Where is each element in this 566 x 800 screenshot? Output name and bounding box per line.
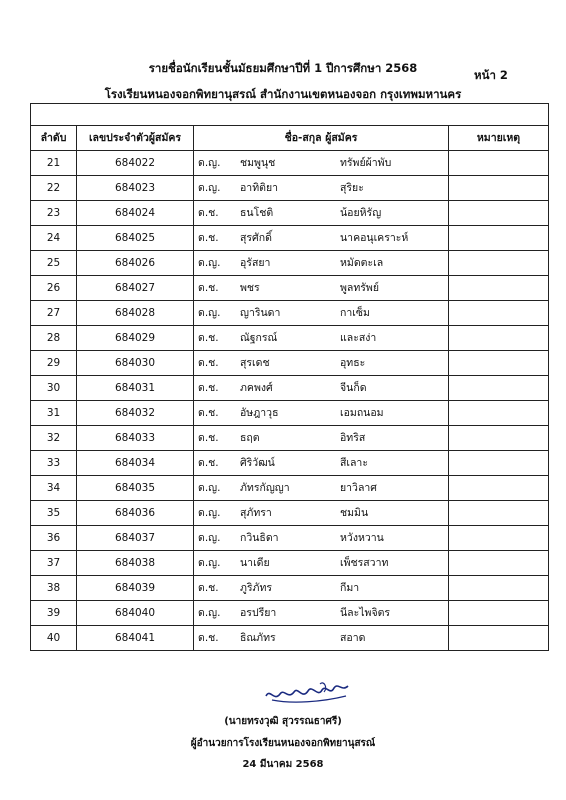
cell-id: 684026 bbox=[77, 251, 194, 276]
table-row bbox=[31, 551, 549, 576]
cell-no: 31 bbox=[31, 401, 77, 426]
last-name: จีนก็ด bbox=[340, 382, 367, 394]
name-prefix: ด.ช. bbox=[198, 582, 219, 594]
name-prefix: ด.ญ. bbox=[198, 507, 221, 519]
last-name: ชมมิน bbox=[340, 507, 369, 519]
last-name: ทรัพย์ผ้าพับ bbox=[340, 157, 392, 169]
name-prefix: ด.ญ. bbox=[198, 557, 221, 569]
name-prefix: ด.ช. bbox=[198, 207, 219, 219]
first-name: อาทิติยา bbox=[240, 182, 278, 194]
cell-id: 684034 bbox=[77, 451, 194, 476]
col-header-id: เลขประจำตัวผู้สมัคร bbox=[77, 126, 194, 151]
cell-note bbox=[449, 426, 549, 451]
cell-name bbox=[194, 601, 449, 626]
name-prefix: ด.ช. bbox=[198, 407, 219, 419]
cell-name bbox=[194, 326, 449, 351]
table-row bbox=[31, 476, 549, 501]
name-prefix: ด.ช. bbox=[198, 282, 219, 294]
name-prefix: ด.ช. bbox=[198, 457, 219, 469]
name-prefix: ด.ญ. bbox=[198, 182, 221, 194]
cell-name bbox=[194, 226, 449, 251]
first-name: ญารินดา bbox=[240, 307, 281, 319]
cell-no: 33 bbox=[31, 451, 77, 476]
cell-no: 25 bbox=[31, 251, 77, 276]
signer-name: (นายทรงวุฒิ สุวรรณธาศรี) bbox=[224, 716, 342, 727]
cell-note bbox=[449, 451, 549, 476]
cell-note bbox=[449, 226, 549, 251]
cell-note bbox=[449, 251, 549, 276]
cell-no: 24 bbox=[31, 226, 77, 251]
first-name: อุรัสยา bbox=[240, 257, 271, 269]
cell-id: 684027 bbox=[77, 276, 194, 301]
table-row bbox=[31, 176, 549, 201]
blank-row bbox=[31, 104, 549, 126]
cell-name bbox=[194, 551, 449, 576]
col-header-no: ลำดับ bbox=[31, 126, 77, 151]
table-row bbox=[31, 201, 549, 226]
cell-id: 684032 bbox=[77, 401, 194, 426]
cell-id: 684031 bbox=[77, 376, 194, 401]
cell-id: 684022 bbox=[77, 151, 194, 176]
cell-id: 684037 bbox=[77, 526, 194, 551]
first-name: อรปรียา bbox=[240, 607, 277, 619]
cell-name bbox=[194, 151, 449, 176]
cell-note bbox=[449, 626, 549, 651]
cell-note bbox=[449, 276, 549, 301]
cell-name bbox=[194, 401, 449, 426]
cell-name bbox=[194, 376, 449, 401]
table-row bbox=[31, 376, 549, 401]
cell-no: 23 bbox=[31, 201, 77, 226]
name-prefix: ด.ช. bbox=[198, 332, 219, 344]
cell-no: 30 bbox=[31, 376, 77, 401]
cell-no: 28 bbox=[31, 326, 77, 351]
table-header bbox=[31, 126, 549, 151]
col-header-note: หมายเหตุ bbox=[449, 126, 549, 151]
first-name: สุรเดช bbox=[240, 357, 270, 369]
cell-name bbox=[194, 351, 449, 376]
col-header-name: ชื่อ-สกุล ผู้สมัคร bbox=[194, 126, 449, 151]
last-name: นาคอนุเคราะห์ bbox=[340, 232, 409, 244]
name-prefix: ด.ช. bbox=[198, 432, 219, 444]
cell-name bbox=[194, 251, 449, 276]
cell-note bbox=[449, 326, 549, 351]
last-name: หวังหวาน bbox=[340, 532, 384, 544]
cell-no: 34 bbox=[31, 476, 77, 501]
first-name: ธฤต bbox=[240, 432, 260, 444]
last-name: หมัดตะเล bbox=[340, 257, 384, 269]
table-row bbox=[31, 626, 549, 651]
cell-id: 684040 bbox=[77, 601, 194, 626]
table-row bbox=[31, 351, 549, 376]
first-name: ธิณภัทร bbox=[240, 632, 276, 644]
table-row bbox=[31, 451, 549, 476]
signer-position: ผู้อำนวยการโรงเรียนหนองจอกพิทยานุสรณ์ bbox=[190, 738, 376, 749]
table-row bbox=[31, 601, 549, 626]
cell-no: 36 bbox=[31, 526, 77, 551]
cell-no: 21 bbox=[31, 151, 77, 176]
cell-id: 684041 bbox=[77, 626, 194, 651]
document-date: 24 มีนาคม 2568 bbox=[242, 759, 324, 770]
cell-name bbox=[194, 201, 449, 226]
name-prefix: ด.ญ. bbox=[198, 257, 221, 269]
cell-id: 684033 bbox=[77, 426, 194, 451]
cell-id: 684035 bbox=[77, 476, 194, 501]
last-name: กาเซ็ม bbox=[340, 307, 370, 319]
cell-id: 684028 bbox=[77, 301, 194, 326]
name-prefix: ด.ญ. bbox=[198, 307, 221, 319]
first-name: พชร bbox=[240, 282, 260, 294]
table-row bbox=[31, 151, 549, 176]
school-name: โรงเรียนหนองจอกพิทยานุสรณ์ สำนักงานเขตหนองจอก กรุงเทพมหานคร bbox=[104, 87, 462, 101]
last-name: สอาด bbox=[340, 632, 366, 644]
table-row bbox=[31, 276, 549, 301]
cell-name bbox=[194, 626, 449, 651]
name-prefix: ด.ญ. bbox=[198, 532, 221, 544]
name-prefix: ด.ช. bbox=[198, 232, 219, 244]
cell-name bbox=[194, 451, 449, 476]
document-title: รายชื่อนักเรียนชั้นมัธยมศึกษาปีที่ 1 ปีการศึกษา 2568 bbox=[148, 61, 418, 75]
cell-no: 26 bbox=[31, 276, 77, 301]
cell-no: 40 bbox=[31, 626, 77, 651]
first-name: สุรศักดิ์ bbox=[240, 232, 272, 244]
last-name: กีมา bbox=[340, 582, 360, 594]
cell-note bbox=[449, 601, 549, 626]
table-row bbox=[31, 576, 549, 601]
table-row bbox=[31, 226, 549, 251]
cell-id: 684023 bbox=[77, 176, 194, 201]
first-name: สุภัทรา bbox=[240, 507, 272, 519]
name-prefix: ด.ญ. bbox=[198, 482, 221, 494]
cell-name bbox=[194, 301, 449, 326]
cell-no: 29 bbox=[31, 351, 77, 376]
cell-name bbox=[194, 501, 449, 526]
cell-note bbox=[449, 476, 549, 501]
cell-name bbox=[194, 276, 449, 301]
cell-no: 39 bbox=[31, 601, 77, 626]
cell-id: 684029 bbox=[77, 326, 194, 351]
cell-id: 684030 bbox=[77, 351, 194, 376]
first-name: ศิริวัฒน์ bbox=[240, 457, 275, 469]
cell-no: 27 bbox=[31, 301, 77, 326]
table-row bbox=[31, 326, 549, 351]
name-prefix: ด.ช. bbox=[198, 357, 219, 369]
first-name: ภัทรกัญญา bbox=[240, 482, 290, 494]
last-name: และสง่า bbox=[340, 332, 377, 344]
cell-no: 35 bbox=[31, 501, 77, 526]
table-row bbox=[31, 426, 549, 451]
name-prefix: ด.ช. bbox=[198, 632, 219, 644]
first-name: นาเดีย bbox=[240, 557, 270, 569]
student-table bbox=[30, 103, 549, 651]
cell-id: 684024 bbox=[77, 201, 194, 226]
table-row bbox=[31, 526, 549, 551]
cell-id: 684038 bbox=[77, 551, 194, 576]
first-name: กวินธิดา bbox=[240, 532, 279, 544]
table-row bbox=[31, 501, 549, 526]
cell-no: 32 bbox=[31, 426, 77, 451]
cell-note bbox=[449, 526, 549, 551]
cell-name bbox=[194, 176, 449, 201]
last-name: น้อยหิรัญ bbox=[340, 207, 382, 219]
cell-note bbox=[449, 301, 549, 326]
last-name: สีเลาะ bbox=[340, 457, 368, 469]
last-name: พูลทรัพย์ bbox=[340, 282, 379, 294]
signature-image bbox=[262, 678, 354, 706]
cell-name bbox=[194, 526, 449, 551]
first-name: อัษฎาวุธ bbox=[240, 407, 279, 419]
cell-note bbox=[449, 576, 549, 601]
cell-note bbox=[449, 201, 549, 226]
cell-note bbox=[449, 376, 549, 401]
last-name: ยาวิลาศ bbox=[340, 482, 377, 494]
last-name: อุทธะ bbox=[340, 357, 366, 369]
cell-no: 38 bbox=[31, 576, 77, 601]
table-row bbox=[31, 401, 549, 426]
cell-name bbox=[194, 426, 449, 451]
cell-note bbox=[449, 176, 549, 201]
cell-name bbox=[194, 576, 449, 601]
last-name: อิทริส bbox=[340, 432, 366, 444]
first-name: ชมพูนุช bbox=[240, 157, 276, 169]
cell-note bbox=[449, 501, 549, 526]
first-name: ภคพงศ์ bbox=[240, 382, 273, 394]
cell-id: 684036 bbox=[77, 501, 194, 526]
cell-note bbox=[449, 351, 549, 376]
name-prefix: ด.ช. bbox=[198, 382, 219, 394]
cell-note bbox=[449, 401, 549, 426]
first-name: ภูริภัทร bbox=[240, 582, 273, 594]
cell-no: 37 bbox=[31, 551, 77, 576]
cell-id: 684039 bbox=[77, 576, 194, 601]
table-row bbox=[31, 301, 549, 326]
cell-no: 22 bbox=[31, 176, 77, 201]
cell-note bbox=[449, 551, 549, 576]
name-prefix: ด.ญ. bbox=[198, 607, 221, 619]
cell-name bbox=[194, 476, 449, 501]
cell-note bbox=[449, 151, 549, 176]
last-name: นีละไพจิตร bbox=[340, 607, 391, 619]
cell-id: 684025 bbox=[77, 226, 194, 251]
first-name: ธนโชติ bbox=[240, 207, 274, 219]
name-prefix: ด.ญ. bbox=[198, 157, 221, 169]
table-row bbox=[31, 251, 549, 276]
page-number: หน้า 2 bbox=[474, 68, 508, 82]
first-name: ณัฐกรณ์ bbox=[240, 332, 278, 344]
last-name: สุริยะ bbox=[340, 182, 364, 194]
last-name: เพ็ชรสวาท bbox=[340, 557, 389, 569]
last-name: เอมถนอม bbox=[340, 407, 384, 419]
